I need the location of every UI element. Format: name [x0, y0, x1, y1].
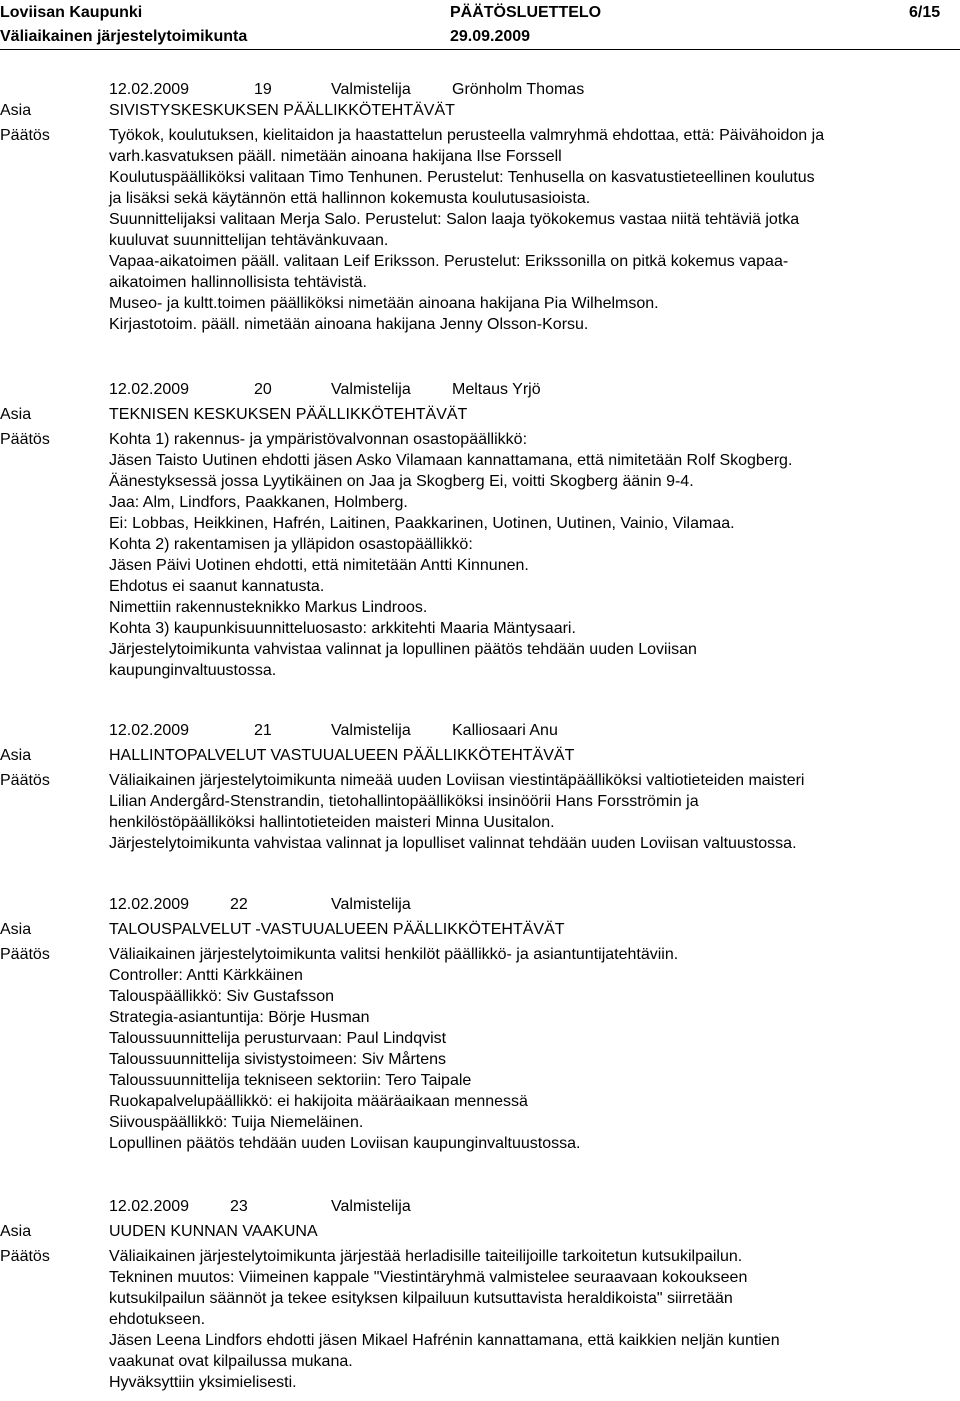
decision-line: Taloussuunnittelija tekniseen sektoriin: Tero Taipale	[109, 1072, 472, 1089]
decision-line: ehdotukseen.	[109, 1311, 206, 1328]
item-number: 21	[254, 722, 272, 739]
decision-line: kaupunginvaltuustossa.	[109, 662, 277, 679]
subject-row	[0, 919, 960, 940]
subject-row	[0, 1221, 960, 1242]
paatos-label: Päätös	[0, 1248, 50, 1265]
decision-text	[109, 125, 941, 335]
decision-line: Väliaikainen järjestelytoimikunta nimeää uuden Loviisan viestintäpäälliköksi valtiotieteiden maisteri	[109, 772, 805, 789]
item-subject: SIVISTYSKESKUKSEN PÄÄLLIKKÖTEHTÄVÄT	[109, 102, 455, 119]
decision-text	[109, 429, 941, 681]
item-date: 12.02.2009	[109, 81, 190, 98]
item-number: 19	[254, 81, 272, 98]
item-meta	[0, 79, 960, 100]
document-date: 29.09.2009	[450, 28, 531, 45]
decision-line: Koulutuspäälliköksi valitaan Timo Tenhunen. Perustelut: Tenhusella on kasvatustieteellinen koulutus	[109, 169, 815, 186]
decision-line: Jäsen Leena Lindfors ehdotti jäsen Mikael Hafrénin kannattamana, että kaikkien neljän kuntien	[109, 1332, 780, 1349]
preparer-name: Grönholm Thomas	[452, 81, 585, 98]
decision-line: Lopullinen päätös tehdään uuden Loviisan kaupunginvaltuustossa.	[109, 1135, 581, 1152]
preparer-name: Kalliosaari Anu	[452, 722, 558, 739]
preparer-label: Valmistelija	[331, 722, 411, 739]
asia-label: Asia	[0, 1223, 32, 1240]
decision-text	[109, 944, 941, 1154]
decision-line: Strategia-asiantuntija: Börje Husman	[109, 1009, 370, 1026]
decision-line: Kohta 1) rakennus- ja ympäristövalvonnan osastopäällikkö:	[109, 431, 528, 448]
paatos-label: Päätös	[0, 946, 50, 963]
decision-line: Siivouspäällikkö: Tuija Niemeläinen.	[109, 1114, 364, 1131]
decision-line: Tekninen muutos: Viimeinen kappale "Viestintäryhmä valmistelee seuraavaan kokoukseen	[109, 1269, 748, 1286]
item-number: 23	[230, 1198, 248, 1215]
paatos-label: Päätös	[0, 772, 50, 789]
decision-line: kuuluvat suunnittelijan tehtävänkuvaan.	[109, 232, 389, 249]
decision-line: Järjestelytoimikunta vahvistaa valinnat ja lopulliset valinnat tehdään uuden Loviisan valtuustossa.	[109, 835, 797, 852]
decision-line: Kohta 2) rakentamisen ja ylläpidon osastopäällikkö:	[109, 536, 473, 553]
committee-name: Väliaikainen järjestelytoimikunta	[0, 28, 248, 45]
asia-label: Asia	[0, 747, 32, 764]
item-date: 12.02.2009	[109, 381, 190, 398]
agenda-item	[0, 379, 960, 681]
item-meta	[0, 720, 960, 741]
decision-line: Hyväksyttiin yksimielisesti.	[109, 1374, 297, 1391]
item-subject: TEKNISEN KESKUKSEN PÄÄLLIKKÖTEHTÄVÄT	[109, 406, 468, 423]
agenda-item	[0, 79, 960, 335]
decision-row	[0, 1246, 960, 1393]
decision-line: Vapaa-aikatoimen pääll. valitaan Leif Eriksson. Perustelut: Erikssonilla on pitkä kokemus vapaa-	[109, 253, 789, 270]
decision-line: Kirjastotoim. pääll. nimetään ainoana hakijana Jenny Olsson-Korsu.	[109, 316, 589, 333]
paatos-label: Päätös	[0, 431, 50, 448]
decision-line: Ei: Lobbas, Heikkinen, Hafrén, Laitinen, Paakkarinen, Uotinen, Uutinen, Vainio, Vilamaa.	[109, 515, 735, 532]
decision-line: Taloussuunnittelija perusturvaan: Paul Lindqvist	[109, 1030, 447, 1047]
preparer-label: Valmistelija	[331, 381, 411, 398]
item-number: 22	[230, 896, 248, 913]
asia-label: Asia	[0, 102, 32, 119]
decision-line: Väliaikainen järjestelytoimikunta järjestää herladisille taiteilijoille tarkoitetun kutsukilpailun.	[109, 1248, 743, 1265]
agenda-item	[0, 1196, 960, 1393]
decision-row	[0, 770, 960, 854]
subject-row	[0, 404, 960, 425]
decision-text	[109, 1246, 941, 1393]
decision-line: Suunnittelijaksi valitaan Merja Salo. Perustelut: Salon laaja työkokemus vastaa niitä tehtäviä jotka	[109, 211, 800, 228]
item-date: 12.02.2009	[109, 896, 190, 913]
preparer-name: Meltaus Yrjö	[452, 381, 541, 398]
preparer-label: Valmistelija	[331, 81, 411, 98]
item-subject: HALLINTOPALVELUT VASTUUALUEEN PÄÄLLIKKÖTEHTÄVÄT	[109, 747, 575, 764]
organization-name: Loviisan Kaupunki	[0, 4, 143, 21]
decision-line: kutsukilpailun säännöt ja tekee esityksen kilpailuun kutsuttavista heraldikoista" siirretään	[109, 1290, 733, 1307]
item-meta	[0, 379, 960, 400]
decision-line: Taloussuunnittelija sivistystoimeen: Siv Mårtens	[109, 1051, 447, 1068]
decision-line: Talouspäällikkö: Siv Gustafsson	[109, 988, 334, 1005]
header-divider	[0, 49, 960, 50]
decision-line: varh.kasvatuksen pääll. nimetään ainoana hakijana Ilse Forssell	[109, 148, 562, 165]
asia-label: Asia	[0, 921, 32, 938]
item-meta	[0, 894, 960, 915]
decision-row	[0, 429, 960, 681]
preparer-label: Valmistelija	[331, 1198, 411, 1215]
subject-row	[0, 745, 960, 766]
decision-line: Lilian Andergård-Stenstrandin, tietohallintopäälliköksi insinöörii Hans Forsströmin ja	[109, 793, 699, 810]
decision-line: Museo- ja kultt.toimen päälliköksi nimetään ainoana hakijana Pia Wilhelmson.	[109, 295, 659, 312]
item-subject: TALOUSPALVELUT -VASTUUALUEEN PÄÄLLIKKÖTEHTÄVÄT	[109, 921, 565, 938]
page-header	[0, 0, 960, 52]
item-meta	[0, 1196, 960, 1217]
decision-line: Järjestelytoimikunta vahvistaa valinnat ja lopullinen päätös tehdään uuden Loviisan	[109, 641, 697, 658]
decision-line: henkilöstöpäälliköksi hallintotieteiden maisteri Minna Uusitalon.	[109, 814, 555, 831]
decision-line: Äänestyksessä jossa Lyytikäinen on Jaa ja Skogberg Ei, voitti Skogberg äänin 9-4.	[109, 473, 694, 490]
agenda-item	[0, 720, 960, 854]
decision-row	[0, 944, 960, 1154]
decision-line: Nimettiin rakennusteknikko Markus Lindroos.	[109, 599, 428, 616]
decision-line: Kohta 3) kaupunkisuunnitteluosasto: arkkitehti Maaria Mäntysaari.	[109, 620, 576, 637]
item-number: 20	[254, 381, 272, 398]
item-subject: UUDEN KUNNAN VAAKUNA	[109, 1223, 318, 1240]
asia-label: Asia	[0, 406, 32, 423]
decision-line: ja lisäksi sekä käytännön että hallinnon kokemusta koulutusasioista.	[109, 190, 591, 207]
decision-line: aikatoimen hallinnollisista tehtävistä.	[109, 274, 367, 291]
decision-line: Ehdotus ei saanut kannatusta.	[109, 578, 325, 595]
decision-line: Väliaikainen järjestelytoimikunta valitsi henkilöt päällikkö- ja asiantuntijatehtäviin.	[109, 946, 679, 963]
decision-line: Ruokapalvelupäällikkö: ei hakijoita määräaikaan mennessä	[109, 1093, 528, 1110]
decision-line: Työkok, koulutuksen, kielitaidon ja haastattelun perusteella valmryhmä ehdottaa, että: Päivähoidon ja	[109, 127, 825, 144]
agenda-item	[0, 894, 960, 1154]
decision-line: Controller: Antti Kärkkäinen	[109, 967, 303, 984]
paatos-label: Päätös	[0, 127, 50, 144]
item-date: 12.02.2009	[109, 1198, 190, 1215]
subject-row	[0, 100, 960, 121]
document-title: PÄÄTÖSLUETTELO	[450, 4, 602, 21]
decision-line: vaakunat ovat kilpailussa mukana.	[109, 1353, 353, 1370]
decision-row	[0, 125, 960, 335]
decision-line: Jäsen Päivi Uotinen ehdotti, että nimitetään Antti Kinnunen.	[109, 557, 529, 574]
page-number: 6/15	[909, 4, 941, 21]
decision-line: Jäsen Taisto Uutinen ehdotti jäsen Asko Vilamaan kannattamana, että nimitetään Rolf Skogberg.	[109, 452, 793, 469]
preparer-label: Valmistelija	[331, 896, 411, 913]
item-date: 12.02.2009	[109, 722, 190, 739]
decision-text	[109, 770, 941, 854]
decision-line: Jaa: Alm, Lindfors, Paakkanen, Holmberg.	[109, 494, 408, 511]
